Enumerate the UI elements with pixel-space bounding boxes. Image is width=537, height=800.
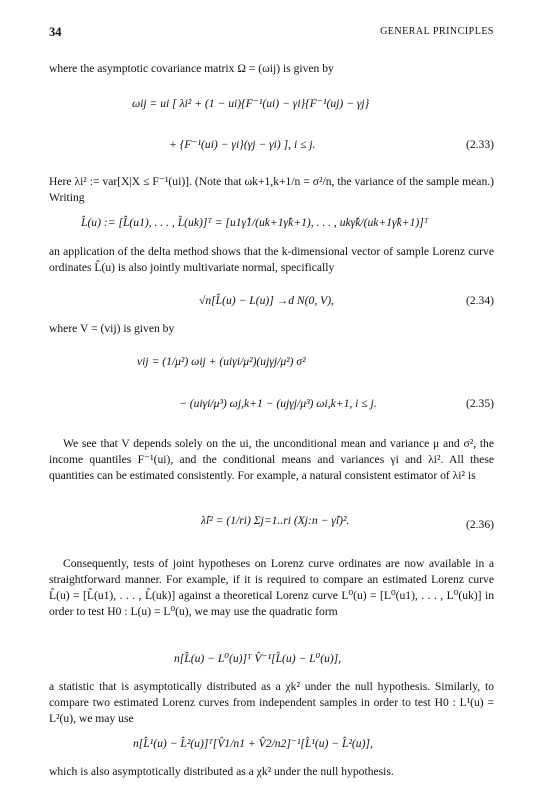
equation-text: ωij = ui [ λi² + (1 − ui){F⁻¹(ui) − γi}{F⁻¹(uj) − γj} [132,97,370,110]
equation-2-36 [49,513,494,531]
text-paragraph: which is also asymptotically distributed as a χk² under the null hypothesis. [49,765,394,778]
text-paragraph: where V = (vij) is given by [49,322,175,335]
equation-text: − (uiγi/μ³) ωj,k+1 − (ujγj/μ³) ωi,k+1, i ≤ j. [179,397,377,410]
page-header [49,24,494,40]
equation-two-sample [49,736,494,754]
equation-number: (2.33) [465,138,494,151]
text-paragraph: We see that V depends solely on the ui, the unconditional mean and variance μ and σ², the income quantiles F⁻¹(ui), and the conditional means and variances γi and λi². All these quantities can be estimated consistently. For example, a natural consistent estimator of λi² is [49,437,494,482]
text-paragraph: Consequently, tests of joint hypotheses on Lorenz curve ordinates are now available in a straightforward manner. For example, if it is required to compare an estimated Lorenz curve L̂(u) = [L̂(u1), . . . , L̂(uk)] against a theoretical Lorenz curve L⁰(u) = [L⁰(u1), . . . , L⁰(uk)] in order to test H0 : L(u) = L⁰(u), we may use the quadratic form [49,557,494,618]
text-paragraph: a statistic that is asymptotically distributed as a χk² under the null hypothesis. Similarly, to compare two estimated Lorenz curves from independent samples in order to test H0 : L¹(u) = L²(u), we may use [49,680,494,725]
equation-lorenz-estimator [49,215,494,233]
equation-text: L̂(u) := [L̂(u1), . . . , L̂(uk)]ᵀ = [u1γ̂1/(uk+1γ̂k+1), . . . , ukγ̂k/(uk+1γ̂k+1)]ᵀ [81,216,429,229]
equation-text: n[L̂(u) − L⁰(u)]ᵀ V̂⁻¹[L̂(u) − L⁰(u)], [174,652,342,665]
equation-number: (2.34) [465,294,494,307]
equation-text: n[L̂¹(u) − L̂²(u)]ᵀ[V̂1/n1 + V̂2/n2]⁻¹[L̂¹(u) − L̂²(u)], [133,737,373,750]
equation-text: vij = (1/μ²) ωij + (uiγi/μ²)(ujγj/μ²) σ² [137,355,306,368]
equation-2-34 [49,293,494,311]
text-paragraph: Here λi² := var[X|X ≤ F⁻¹(ui)]. (Note that ωk+1,k+1/n = σ²/n, the variance of the sample mean.) Writing [49,175,494,204]
equation-2-33-line2 [49,137,494,155]
equation-2-33-line1 [49,96,494,114]
equation-text: √n[L̂(u) − L(u)] →d N(0, V), [199,294,334,307]
text-paragraph: an application of the delta method shows that the k-dimensional vector of sample Lorenz curve ordinates L̂(u) is also jointly multivariate normal, specifically [49,245,494,274]
equation-text: + {F⁻¹(ui) − γi}(γj − γi) ], i ≤ j. [169,138,316,151]
page-number: 34 [49,25,62,39]
text-paragraph: where the asymptotic covariance matrix Ω = (ωij) is given by [49,62,334,75]
equation-number: (2.36) [465,518,494,531]
running-title: GENERAL PRINCIPLES [380,26,494,37]
equation-quadratic-form [49,651,494,669]
equation-text: λ̂i² = (1/ri) Σj=1..ri (Xj:n − γ̂i)². [201,514,350,527]
equation-number: (2.35) [465,397,494,410]
equation-2-35-line2 [49,386,494,426]
equation-2-35-line1 [49,344,494,384]
